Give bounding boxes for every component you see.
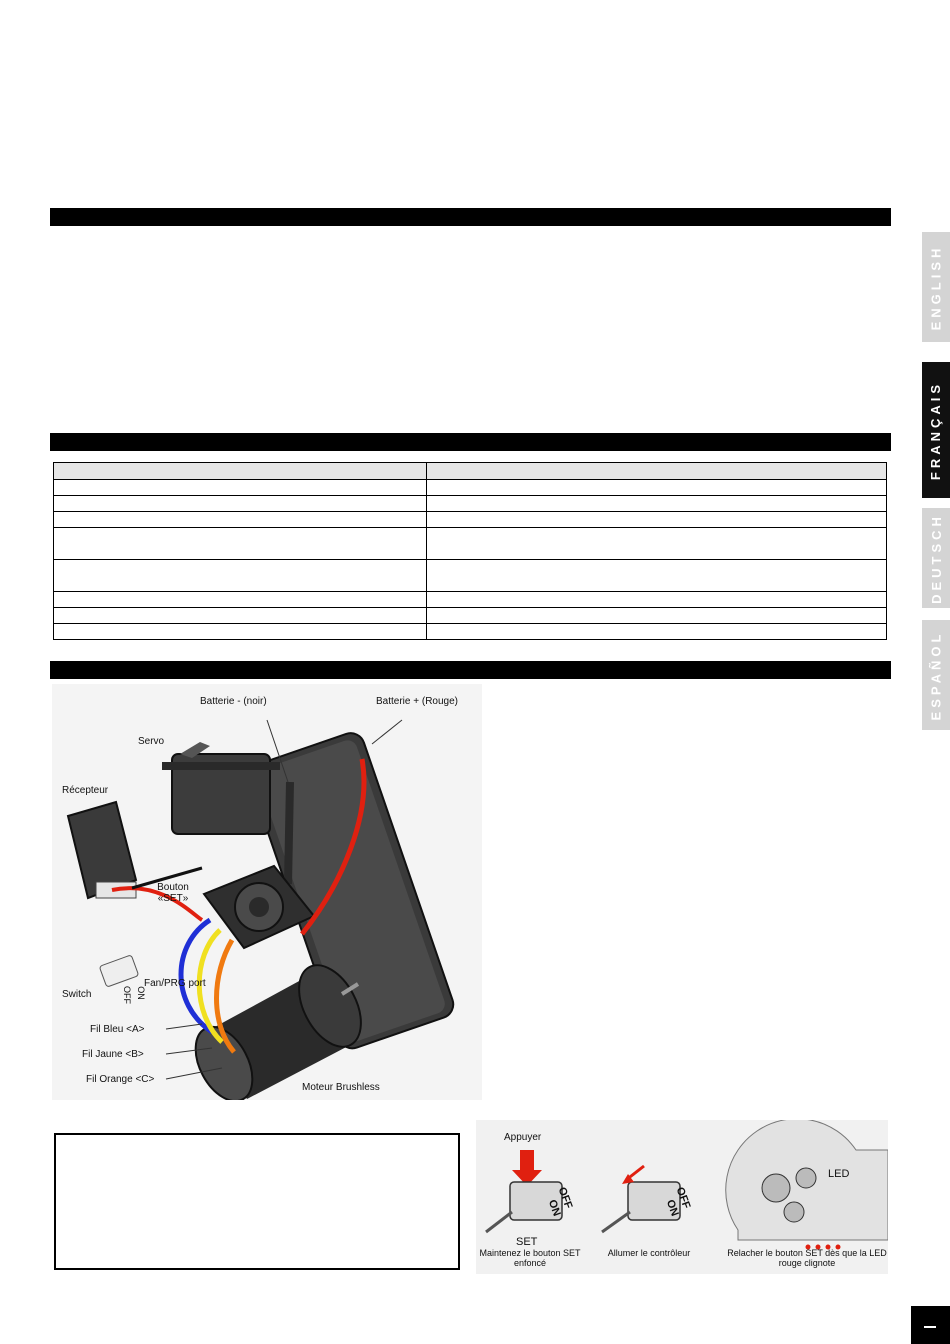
label-wire-c: Fil Orange <C> (86, 1074, 155, 1085)
table-cell (54, 624, 427, 640)
wiring-diagram-drawing (52, 684, 482, 1100)
table-cell (54, 528, 427, 560)
tab-francais-label: FRANÇAIS (928, 380, 944, 480)
label-step1-on: ON (545, 1198, 563, 1218)
table-cell (427, 512, 887, 528)
label-fan-port: Fan/PRG port (144, 978, 206, 989)
tab-espanol-label: ESPAÑOL (928, 630, 944, 720)
label-switch: Switch (62, 989, 92, 1000)
table-cell (427, 480, 887, 496)
label-step1-caption: Maintenez le bouton SET enfoncé (479, 1248, 581, 1268)
table-cell (54, 512, 427, 528)
label-step2-off: OFF (673, 1185, 693, 1211)
label-press: Appuyer (504, 1132, 542, 1143)
section-bar-2 (50, 433, 891, 451)
label-receiver: Récepteur (62, 785, 109, 796)
table-row (54, 560, 887, 592)
label-step3-caption: Relacher le bouton SET dès que la LED rouge clignote (727, 1248, 887, 1268)
table-header-cell (427, 463, 887, 480)
label-step1-off: OFF (555, 1185, 575, 1211)
label-set: SET (516, 1236, 538, 1248)
table-row (54, 512, 887, 528)
section-bar-3 (50, 661, 891, 679)
servo (162, 742, 280, 834)
table-row (54, 608, 887, 624)
label-wire-a: Fil Bleu <A> (90, 1024, 145, 1035)
table-row (54, 528, 887, 560)
wiring-diagram (52, 684, 482, 1100)
label-switch-on: ON (135, 986, 146, 1000)
tab-english[interactable] (922, 232, 950, 342)
table-cell (427, 496, 887, 512)
table-row (54, 496, 887, 512)
page-number-block (911, 1306, 950, 1344)
tab-espanol[interactable] (922, 620, 950, 730)
table-cell (54, 592, 427, 608)
note-box (54, 1133, 460, 1270)
table-cell (427, 560, 887, 592)
label-led: LED (828, 1168, 850, 1180)
table-row (54, 592, 887, 608)
tab-english-label: ENGLISH (928, 244, 944, 330)
label-switch-off: OFF (122, 986, 132, 1004)
table-row (54, 624, 887, 640)
label-wire-b: Fil Jaune <B> (82, 1049, 144, 1060)
label-set-button: Bouton «SET» (157, 882, 189, 904)
table-cell (427, 528, 887, 560)
label-motor: Moteur Brushless (302, 1082, 380, 1093)
table-cell (54, 608, 427, 624)
table-cell (427, 592, 887, 608)
receiver (68, 802, 136, 898)
table-header-row (54, 463, 887, 480)
table-cell (54, 560, 427, 592)
spec-table (53, 462, 887, 640)
tab-deutsch[interactable] (922, 508, 950, 608)
table-cell (427, 624, 887, 640)
label-battery-positive: Batterie + (Rouge) (376, 696, 458, 707)
label-step2-caption: Allumer le contrôleur (607, 1248, 691, 1258)
tab-deutsch-label: DEUTSCH (928, 512, 944, 604)
label-step2-on: ON (663, 1198, 681, 1218)
tab-francais[interactable] (922, 362, 950, 498)
programming-steps (476, 1120, 888, 1274)
table-cell (54, 480, 427, 496)
table-cell (427, 608, 887, 624)
section-bar-1 (50, 208, 891, 226)
label-servo: Servo (138, 736, 165, 747)
label-battery-negative: Batterie - (noir) (200, 696, 267, 707)
table-row (54, 480, 887, 496)
table-cell (54, 496, 427, 512)
table-header-cell (54, 463, 427, 480)
